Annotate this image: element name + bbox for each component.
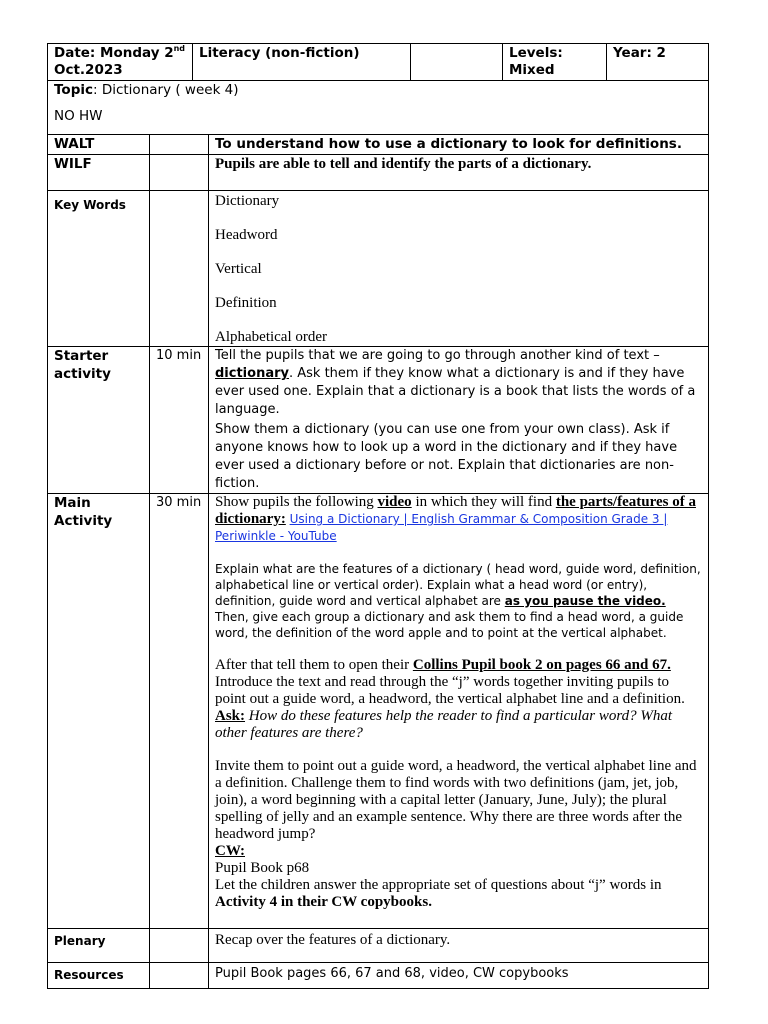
plan-table (47, 134, 709, 989)
starter-text (209, 347, 709, 494)
walt-row (48, 135, 709, 155)
main-activity-label: Main Activity (48, 494, 150, 929)
date-superscript: nd (173, 44, 186, 53)
wilf-label: WILF (48, 155, 150, 191)
main-activity-row (48, 494, 709, 929)
topic (54, 82, 702, 99)
resources-label: Resources (48, 963, 150, 989)
main-paragraph-1: Show pupils the following video in which they will find the parts/features of a dictionary: Using a Dictionary | English Grammar & Composition Grade 3 | Periwinkle - YouTube (215, 494, 696, 543)
homework-note: NO HW (54, 108, 103, 124)
topic-row (48, 81, 709, 135)
starter-row (48, 347, 709, 494)
plenary-label: Plenary (48, 929, 150, 963)
cw-label: CW: (215, 843, 245, 859)
keywords-row (48, 191, 709, 347)
main-paragraph-2: Explain what are the features of a dictionary ( head word, guide word, definition, alphabetical line or vertical order). Explain what a head word (or entry), definition, guide word and vertical alphabet are as you pause the video. Then, give each group a dictionary and ask them to find a head word, a guide word, the definition of the word apple and to point at the vertical alphabet. (215, 562, 701, 640)
date-label: Date: Monday 2 (54, 45, 174, 61)
starter-paragraph-1: Tell the pupils that we are going to go through another kind of text – dictionary. Ask them if they know what a dictionary is and if they have ever used one. Explain that a dictionary is a book that lists the words of a language. (215, 348, 696, 417)
spacer (215, 742, 702, 758)
blank-cell (411, 44, 503, 81)
cw-section: CW: Pupil Book p68 Let the children answer the appropriate set of questions about “j” words in Activity 4 in their CW copybooks. (215, 843, 662, 910)
plenary-text: Recap over the features of a dictionary. (209, 929, 709, 963)
date-cell (48, 44, 193, 81)
keyword-item: Vertical (215, 261, 262, 277)
main-paragraph-4: Invite them to point out a guide word, a headword, the vertical alphabet line and a definition. Challenge them to find words with two definitions (jam, jet, job, join), a word beginning with a capital letter (January, June, July); the plural spelling of jelly and an example sentence. Why there are three words after the headword jump? (215, 758, 697, 842)
spacer (215, 545, 702, 561)
topic-value: : Dictionary ( week 4) (92, 82, 239, 98)
resources-text: Pupil Book pages 66, 67 and 68, video, CW copybooks (209, 963, 709, 989)
header-table (47, 43, 709, 135)
starter-time: 10 min (150, 347, 209, 494)
main-activity-text (209, 494, 709, 929)
plenary-row (48, 929, 709, 963)
wilf-row (48, 155, 709, 191)
main-paragraph-3: After that tell them to open their Collins Pupil book 2 on pages 66 and 67. Introduce the text and read through the “j” words together inviting pupils to point out a guide word, a headword, the vertical alphabet line and a definition. Ask: How do these features help the reader to find a particular word? What other features are there? (215, 657, 685, 741)
video-link[interactable]: Using a Dictionary | English Grammar & Composition Grade 3 | Periwinkle - YouTube (215, 512, 668, 543)
levels-cell: Levels: Mixed (503, 44, 607, 81)
wilf-time (150, 155, 209, 191)
keyword-item: Definition (215, 295, 277, 311)
lesson-plan (47, 43, 708, 989)
keywords-list (209, 191, 709, 347)
starter-paragraph-2: Show them a dictionary (you can use one from your own class). Ask if anyone knows how to look up a word in the dictionary and if they have ever used a dictionary before or not. Explain that dictionaries are non-fiction. (215, 422, 678, 491)
walt-time (150, 135, 209, 155)
starter-label: Starter activity (48, 347, 150, 494)
keywords-time (150, 191, 209, 347)
resources-row (48, 963, 709, 989)
year-cell: Year: 2 (607, 44, 709, 81)
keyword-item: Dictionary (215, 193, 280, 209)
topic-label: Topic (54, 82, 93, 98)
keyword-item: Alphabetical order (215, 329, 328, 345)
keywords-label: Key Words (48, 191, 150, 347)
subject-cell: Literacy (non-fiction) (193, 44, 411, 81)
plenary-time (150, 929, 209, 963)
wilf-text: Pupils are able to tell and identify the parts of a dictionary. (209, 155, 709, 191)
keyword-dictionary: dictionary (215, 366, 289, 381)
keyword-item: Headword (215, 227, 278, 243)
spacer (215, 641, 702, 657)
walt-text: To understand how to use a dictionary to look for definitions. (209, 135, 709, 155)
date-year: Oct.2023 (54, 62, 123, 78)
resources-time (150, 963, 209, 989)
walt-label: WALT (48, 135, 150, 155)
main-activity-time: 30 min (150, 494, 209, 929)
